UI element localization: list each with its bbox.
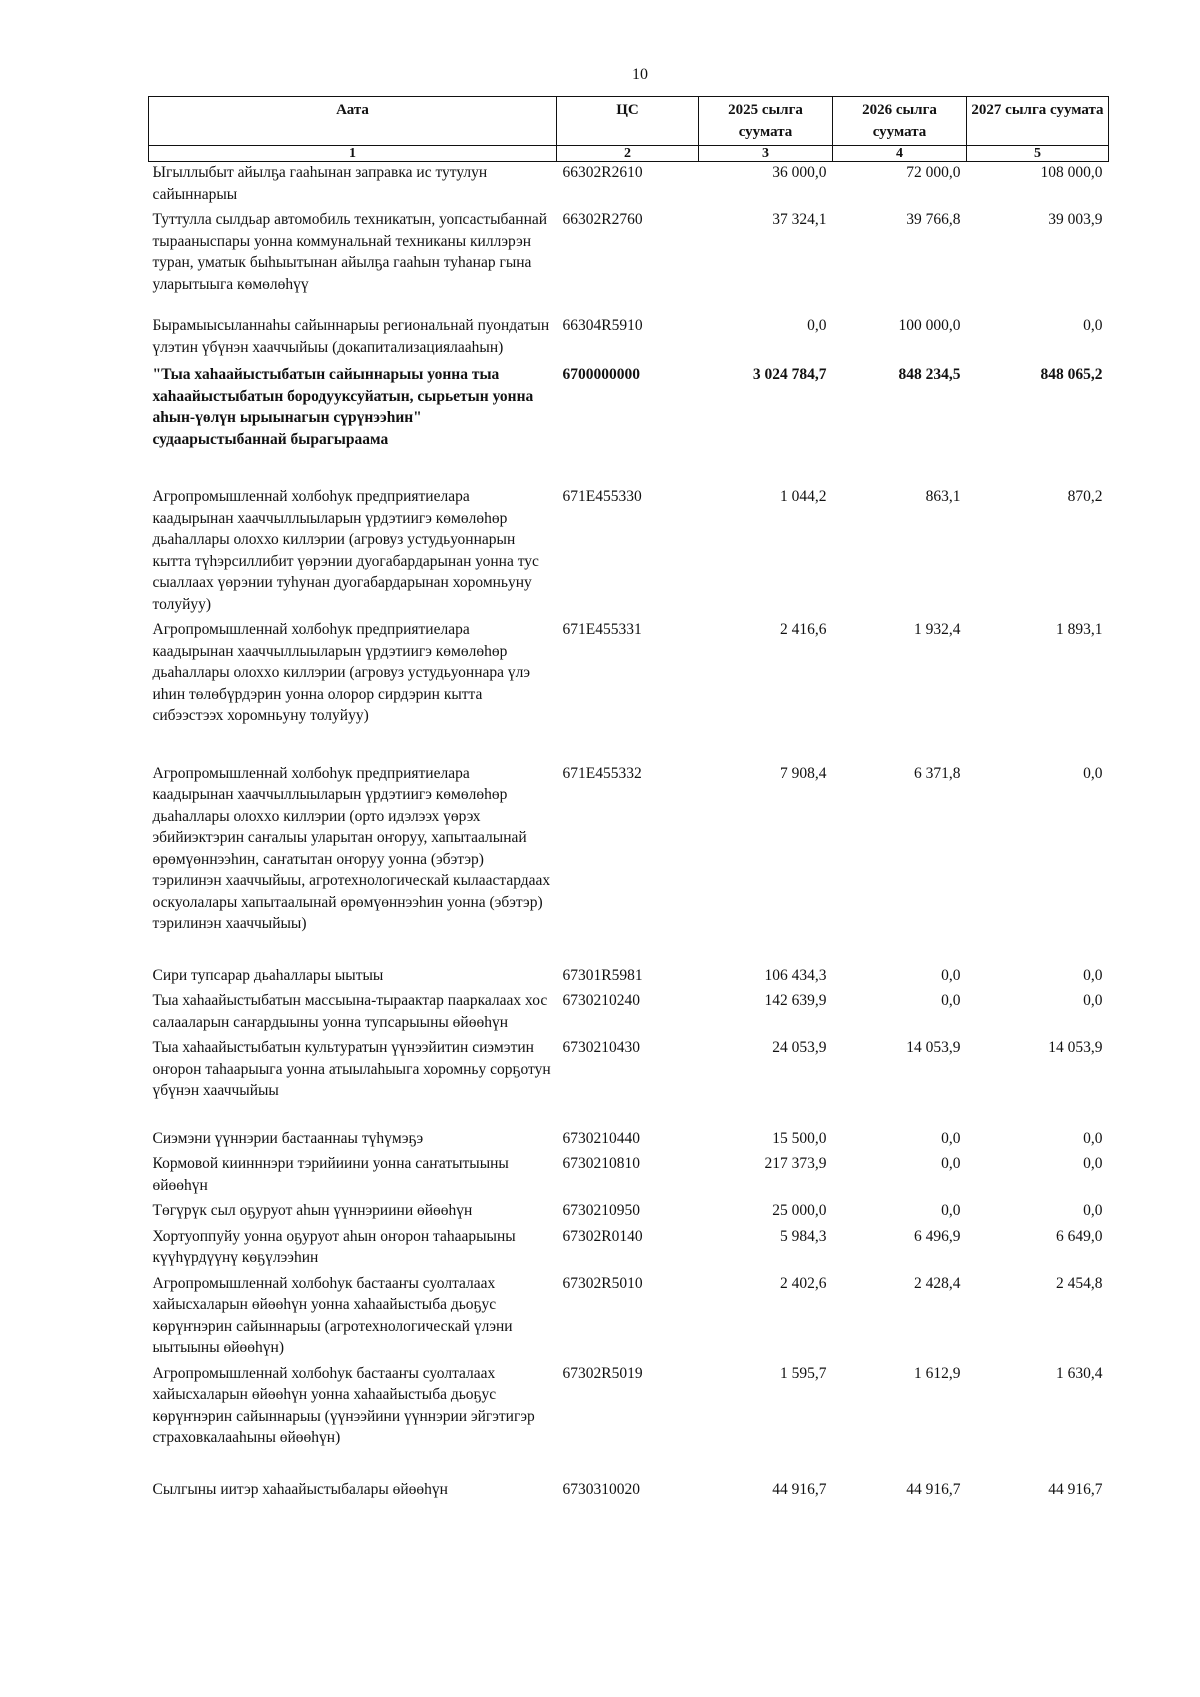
table-body xyxy=(149,162,1109,1501)
column-number: 1 xyxy=(149,146,557,162)
row-value-2027: 0,0 xyxy=(1083,1202,1103,1219)
table-row xyxy=(149,1273,1109,1363)
row-value-2026: 39 766,8 xyxy=(906,211,961,228)
row-name: "Тыа хаһаайыстыбатын сайыннарыы уонна тыа хаһаайыстыбатын бородууксуйатын, сырьетын уонна аһын-үөлүн ырыынагын сүрүнээһин" судаарыстыбаннай бырагыраама xyxy=(152,366,534,448)
header-code: ЦС xyxy=(557,97,699,146)
column-number: 5 xyxy=(967,146,1109,162)
table-row xyxy=(149,1479,1109,1501)
row-value-2026: 0,0 xyxy=(941,1129,961,1147)
row-value-2025: 5 984,3 xyxy=(780,1227,827,1245)
row-value-2027: 0,0 xyxy=(1083,966,1103,984)
row-code: 6730210440 xyxy=(562,1129,640,1147)
row-value-2026: 14 053,9 xyxy=(906,1039,961,1056)
row-value-2025: 2 416,6 xyxy=(780,621,827,638)
column-number: 2 xyxy=(557,146,699,162)
row-value-2027: 108 000,0 xyxy=(1040,164,1103,181)
row-value-2027: 0,0 xyxy=(1083,764,1103,782)
row-name: Хортуоппуйу уонна оҕуруот аһын оҥорон таһаарыыны күүһүрдүүнү көҕүлээһин xyxy=(152,1227,516,1266)
row-name: Агропромышленнай холбоһук бастааҥы суолталаах хайысхаларын өйөөһүн уонна хаһаайыстыба дьоҕус көрүҥнэрин сайыннарыы (үүнээйини үүннэрии эйгэтигэр страховкалааһыны өйөөһүн) xyxy=(152,1364,535,1446)
table-row xyxy=(149,315,1109,364)
row-code: 671E455332 xyxy=(562,764,642,782)
row-value-2026: 100 000,0 xyxy=(898,317,961,334)
row-value-2026: 1 932,4 xyxy=(914,621,961,638)
row-value-2026: 0,0 xyxy=(941,992,961,1009)
table-row xyxy=(149,162,1109,210)
table-row xyxy=(149,486,1109,619)
row-value-2025: 44 916,7 xyxy=(772,1480,827,1498)
row-value-2027: 2 454,8 xyxy=(1056,1274,1103,1292)
header-2025: 2025 сылга суумата xyxy=(699,97,833,146)
row-value-2027: 1 630,4 xyxy=(1056,1364,1103,1382)
row-value-2027: 39 003,9 xyxy=(1048,211,1103,228)
row-value-2025: 37 324,1 xyxy=(772,211,827,228)
row-code: 67302R0140 xyxy=(562,1227,643,1245)
row-code: 6730210810 xyxy=(562,1155,640,1172)
row-value-2025: 24 053,9 xyxy=(772,1039,827,1056)
row-name: Сири тупсарар дьаһаллары ыытыы xyxy=(152,966,384,984)
header-name: Аата xyxy=(149,97,557,146)
table-row xyxy=(149,1226,1109,1273)
row-code: 6730210430 xyxy=(562,1039,640,1056)
row-value-2025: 15 500,0 xyxy=(772,1129,827,1147)
row-name: Кормовой киинннэри тэрийиини уонна саҥатытыыны өйөөһүн xyxy=(152,1155,509,1194)
column-number: 3 xyxy=(699,146,833,162)
row-value-2025: 106 434,3 xyxy=(764,966,827,984)
page-number: 10 xyxy=(632,66,648,83)
table-row xyxy=(149,364,1109,486)
row-value-2026: 863,1 xyxy=(925,488,961,505)
row-name: Агропромышленнай холбоһук предприятиелара каадырынан хааччыллыыларын үрдэтиигэ көмөлөһөр дьаһаллары олоххо киллэрии (агровуз устудьуоннарын кытта түһэрсиллибит үөрэнии дуогабардарынан уонна тус сыаллаах үөрэнии туһунан дуогабардарынан хоромньуну толуйуу) xyxy=(152,488,539,613)
row-code: 67301R5981 xyxy=(562,966,643,984)
row-value-2026: 848 234,5 xyxy=(898,366,961,383)
table-row xyxy=(149,1128,1109,1154)
row-value-2027: 14 053,9 xyxy=(1048,1039,1103,1056)
row-value-2025: 1 595,7 xyxy=(780,1364,827,1382)
row-value-2026: 72 000,0 xyxy=(906,164,961,181)
row-name: Сиэмэни үүннэрии бастааннаы түһүмэҕэ xyxy=(152,1129,424,1147)
row-value-2027: 870,2 xyxy=(1067,488,1103,505)
header-row xyxy=(149,97,1109,146)
table-row xyxy=(149,1037,1109,1128)
table-row xyxy=(149,990,1109,1037)
row-value-2026: 0,0 xyxy=(941,1155,961,1172)
row-name: Ыгыллыбыт айылҕа гааһынан заправка ис тутулун сайыннарыы xyxy=(152,164,488,203)
column-number: 4 xyxy=(833,146,967,162)
row-name: Бырамыысыланнаһы сайыннарыы региональнай пуондатын үлэтин үбүнэн хааччыйыы (докапитализациялааһын) xyxy=(152,317,550,356)
row-name: Сылгыны иитэр хаһаайыстыбалары өйөөһүн xyxy=(152,1480,448,1498)
table-row xyxy=(149,619,1109,763)
row-value-2026: 0,0 xyxy=(941,966,961,984)
row-value-2025: 25 000,0 xyxy=(772,1202,827,1219)
row-code: 6730210950 xyxy=(562,1202,640,1219)
row-name: Тыа хаһаайыстыбатын массыына-тыраактар пааркалаах хос салааларын саҥардыыны уонна тупсарыыны өйөөһүн xyxy=(152,992,548,1031)
table-row xyxy=(149,1200,1109,1226)
table-row xyxy=(149,965,1109,991)
table-row xyxy=(149,1363,1109,1479)
row-value-2027: 1 893,1 xyxy=(1056,621,1103,638)
row-code: 671E455330 xyxy=(562,488,642,505)
row-name: Агропромышленнай холбоһук предприятиелара каадырынан хааччыллыыларын үрдэтиигэ көмөлөһөр дьаһаллары олохxо киллэрии (орто идэлээх үөрэх эбийиэктэрин саҥалыы уларытан оҥоруу, хапытаалынай өрөмүөннээһин, саҥатытан оҥоруу уонна (эбэтэр) тэрилинэн хааччыйыы, агротехнологическай кылаастардаах оскуолалары хапытаалынай өрөмүөннээһин уонна (эбэтэр) тэрилинэн хааччыйыы) xyxy=(152,764,551,932)
row-name: Агропромышленнай холбоһук бастааҥы суолталаах хайысхаларын өйөөһүн уонна хаһаайыстыба дьоҕус көрүҥнэрин сайыннарыы (агротехнологическай үлэни ыытыыны өйөөһүн) xyxy=(152,1274,513,1356)
row-value-2027: 848 065,2 xyxy=(1040,366,1103,383)
row-value-2026: 0,0 xyxy=(941,1202,961,1219)
row-value-2027: 6 649,0 xyxy=(1056,1227,1103,1245)
row-value-2026: 6 496,9 xyxy=(914,1227,961,1245)
row-value-2025: 3 024 784,7 xyxy=(752,366,827,383)
budget-table xyxy=(148,96,1109,1500)
row-value-2027: 44 916,7 xyxy=(1048,1480,1103,1498)
row-code: 6730310020 xyxy=(562,1480,640,1498)
row-value-2025: 142 639,9 xyxy=(764,992,827,1009)
row-code: 66302R2610 xyxy=(562,164,643,181)
row-code: 6700000000 xyxy=(562,366,640,383)
row-code: 66304R5910 xyxy=(562,317,643,334)
row-code: 671E455331 xyxy=(562,621,642,638)
row-value-2027: 0,0 xyxy=(1083,317,1103,334)
row-value-2025: 36 000,0 xyxy=(772,164,827,181)
table-row xyxy=(149,209,1109,315)
row-value-2026: 2 428,4 xyxy=(914,1274,961,1292)
row-value-2025: 217 373,9 xyxy=(764,1155,827,1172)
row-name: Агропромышленнай холбоһук предприятиелара каадырынан хааччыллыыларын үрдэтиигэ көмөлөһөр дьаһаллары олохxо киллэрии (агровуз устудьуоннара үлэ иһин төлөбүрдэрин уонна олорор сирдэрин кытта сибээстээх хоромньуну толуйуу) xyxy=(152,621,531,724)
row-code: 6730210240 xyxy=(562,992,640,1009)
row-value-2025: 7 908,4 xyxy=(780,764,827,782)
row-name: Тыа хаһаайыстыбатын культуратын үүнээйитин сиэмэтин оҥорон таһаарыыга уонна атыылаһыыга хоромньу сорҕотун үбүнэн хааччыйыы xyxy=(152,1039,551,1099)
row-value-2027: 0,0 xyxy=(1083,1155,1103,1172)
row-value-2025: 1 044,2 xyxy=(780,488,827,505)
header-2027: 2027 сылга суумата xyxy=(967,97,1109,146)
row-code: 66302R2760 xyxy=(562,211,643,228)
row-value-2025: 2 402,6 xyxy=(780,1274,827,1292)
row-name: Туттулла сылдьар автомобиль техникатын, уопсастыбаннай тырааныспары уонна коммунальнай техниканы киллэрэн туран, уматык быһыытынан айылҕа гааһын туһанар гына уларытыыга көмөлөһүү xyxy=(152,211,548,293)
row-value-2026: 1 612,9 xyxy=(914,1364,961,1382)
row-value-2027: 0,0 xyxy=(1083,1129,1103,1147)
row-value-2025: 0,0 xyxy=(807,317,827,334)
header-2026: 2026 сылга суумата xyxy=(833,97,967,146)
row-name: Төгүрүк сыл оҕуруот аһын үүннэриини өйөөһүн xyxy=(152,1202,473,1219)
column-number-row xyxy=(149,146,1109,162)
table-row xyxy=(149,1153,1109,1200)
table-row xyxy=(149,763,1109,965)
row-value-2026: 6 371,8 xyxy=(914,764,961,782)
row-code: 67302R5019 xyxy=(562,1364,643,1382)
row-value-2027: 0,0 xyxy=(1083,992,1103,1009)
row-code: 67302R5010 xyxy=(562,1274,643,1292)
budget-document xyxy=(148,96,1108,1500)
row-value-2026: 44 916,7 xyxy=(906,1480,961,1498)
